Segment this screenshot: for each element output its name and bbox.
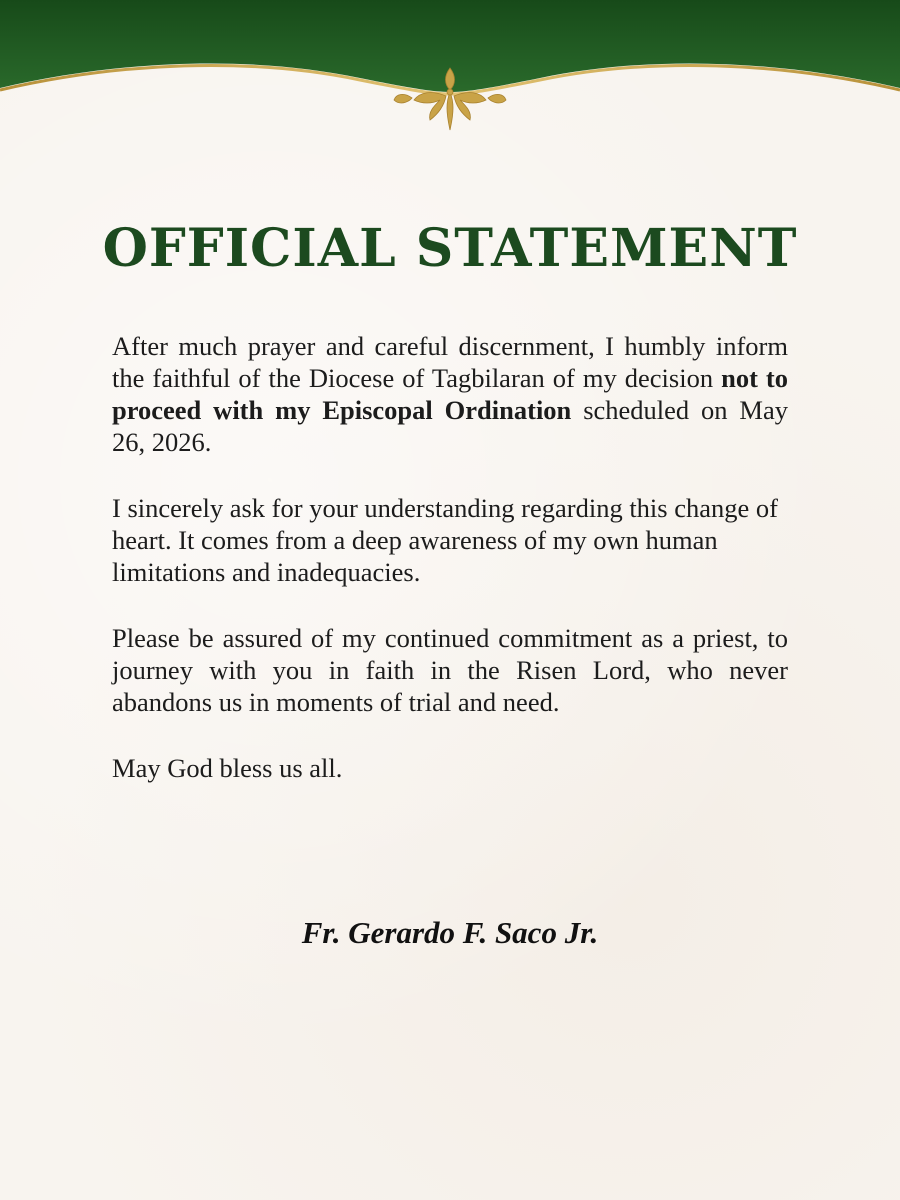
header-banner	[0, 0, 900, 140]
closing-blessing: May God bless us all.	[112, 753, 343, 783]
statement-body	[112, 330, 788, 784]
page-title: OFFICIAL STATEMENT	[102, 218, 798, 279]
paragraph-decision-emphasis: not to proceed with my Episcopal Ordination	[112, 363, 788, 425]
paragraph-decision-text-start: After much prayer and careful discernment, I humbly inform the faithful of the Diocese of Tagbilaran of my decision	[112, 331, 788, 393]
paragraph-decision-text-end: scheduled on May 26, 2026.	[112, 395, 788, 457]
paragraph-understanding: I sincerely ask for your understanding regarding this change of heart. It comes from a deep awareness of my own human limitations and inadequacies.	[112, 493, 778, 587]
paragraph-decision	[112, 330, 788, 458]
paragraph-commitment: Please be assured of my continued commitment as a priest, to journey with you in faith in the Risen Lord, who never abandons us in moments of trial and need.	[112, 623, 788, 717]
signature: Fr. Gerardo F. Saco Jr.	[301, 915, 599, 950]
